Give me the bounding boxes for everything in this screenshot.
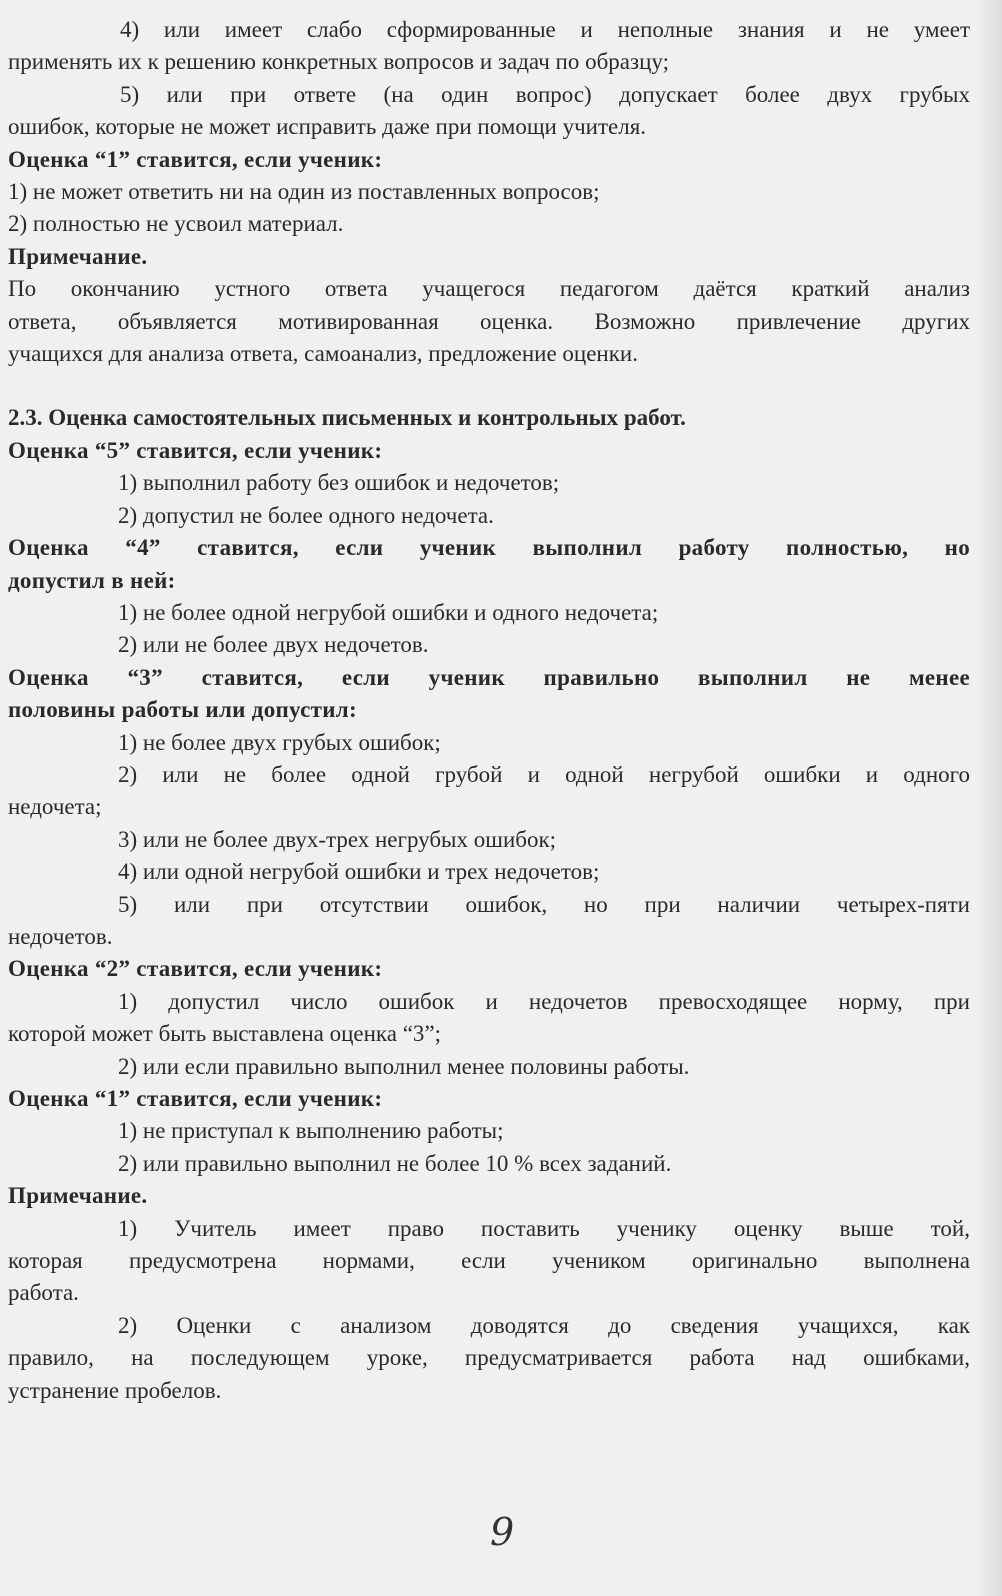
list-item: 1) не приступал к выполнению работы;: [118, 1118, 504, 1144]
list-item: 2) или правильно выполнил не более 10 % всех заданий.: [118, 1150, 672, 1176]
spacer: [8, 370, 970, 402]
grade-heading: Оценка “3” ставится, если ученик правильно выполнил не менее: [8, 664, 970, 690]
list-item: 1) не более двух грубых ошибок;: [118, 729, 441, 755]
list-item: 4) или одной негрубой ошибки и трех недочетов;: [118, 859, 600, 885]
note-heading: Примечание.: [8, 1183, 148, 1209]
list-item: 2) или не более двух недочетов.: [118, 632, 429, 658]
grade-heading: половины работы или допустил:: [8, 697, 357, 723]
document-page: [8, 14, 970, 1407]
page-number: 9: [490, 1510, 515, 1554]
text-line: 5) или при ответе (на один вопрос) допускает более двух грубых: [120, 81, 970, 107]
text-line: 4) или имеет слабо сформированные и неполные знания и не умеет: [120, 17, 970, 42]
text-line: По окончанию устного ответа учащегося педагогом даётся краткий анализ: [8, 276, 970, 302]
section-heading: 2.3. Оценка самостоятельных письменных и контрольных работ.: [8, 405, 686, 431]
grade-heading: Оценка “4” ставится, если ученик выполнил работу полностью, но: [8, 535, 970, 561]
text-line: работа.: [8, 1280, 79, 1306]
list-item: 2) или не более одной грубой и одной негрубой ошибки и одного: [118, 761, 970, 787]
text-line: недочета;: [8, 794, 102, 820]
grade-heading: Оценка “5” ставится, если ученик:: [8, 437, 383, 463]
list-item: 2) допустил не более одного недочета.: [118, 502, 494, 528]
grade-heading: допустил в ней:: [8, 567, 176, 593]
text-line: устранение пробелов.: [8, 1377, 222, 1403]
list-item: 3) или не более двух-трех негрубых ошибок;: [118, 826, 557, 852]
scan-edge-shadow: [976, 0, 1002, 1596]
list-item: 2) Оценки с анализом доводятся до сведения учащихся, как: [118, 1312, 970, 1338]
grade-heading: Оценка “1” ставится, если ученик:: [8, 1086, 383, 1111]
list-item: 2) или если правильно выполнил менее половины работы.: [118, 1053, 690, 1079]
list-item: 1) Учитель имеет право поставить ученику оценку выше той,: [118, 1215, 970, 1241]
text-line: 2) полностью не усвоил материал.: [8, 211, 344, 237]
list-item: 1) не более одной негрубой ошибки и одного недочета;: [118, 599, 659, 625]
text-line: учащихся для анализа ответа, самоанализ, предложение оценки.: [8, 341, 638, 367]
text-line: применять их к решению конкретных вопросов и задач по образцу;: [8, 49, 669, 75]
list-item: 5) или при отсутствии ошибок, но при наличии четырех-пяти: [118, 891, 970, 917]
list-item: 1) выполнил работу без ошибок и недочетов;: [118, 470, 560, 496]
grade-heading: Оценка “1” ставится, если ученик:: [8, 146, 383, 172]
text-line: недочетов.: [8, 923, 113, 949]
text-line: правило, на последующем уроке, предусматривается работа над ошибками,: [8, 1345, 970, 1371]
note-heading: Примечание.: [8, 243, 148, 269]
text-line: 1) не может ответить ни на один из поставленных вопросов;: [8, 179, 600, 205]
list-item: 1) допустил число ошибок и недочетов превосходящее норму, при: [118, 988, 970, 1014]
text-line: ошибок, которые не может исправить даже при помощи учителя.: [8, 114, 647, 140]
text-line: которая предусмотрена нормами, если учеником оригинально выполнена: [8, 1248, 970, 1274]
text-line: ответа, объявляется мотивированная оценка. Возможно привлечение других: [8, 308, 970, 334]
text-line: которой может быть выставлена оценка “3”;: [8, 1021, 442, 1047]
grade-heading: Оценка “2” ставится, если ученик:: [8, 956, 383, 982]
